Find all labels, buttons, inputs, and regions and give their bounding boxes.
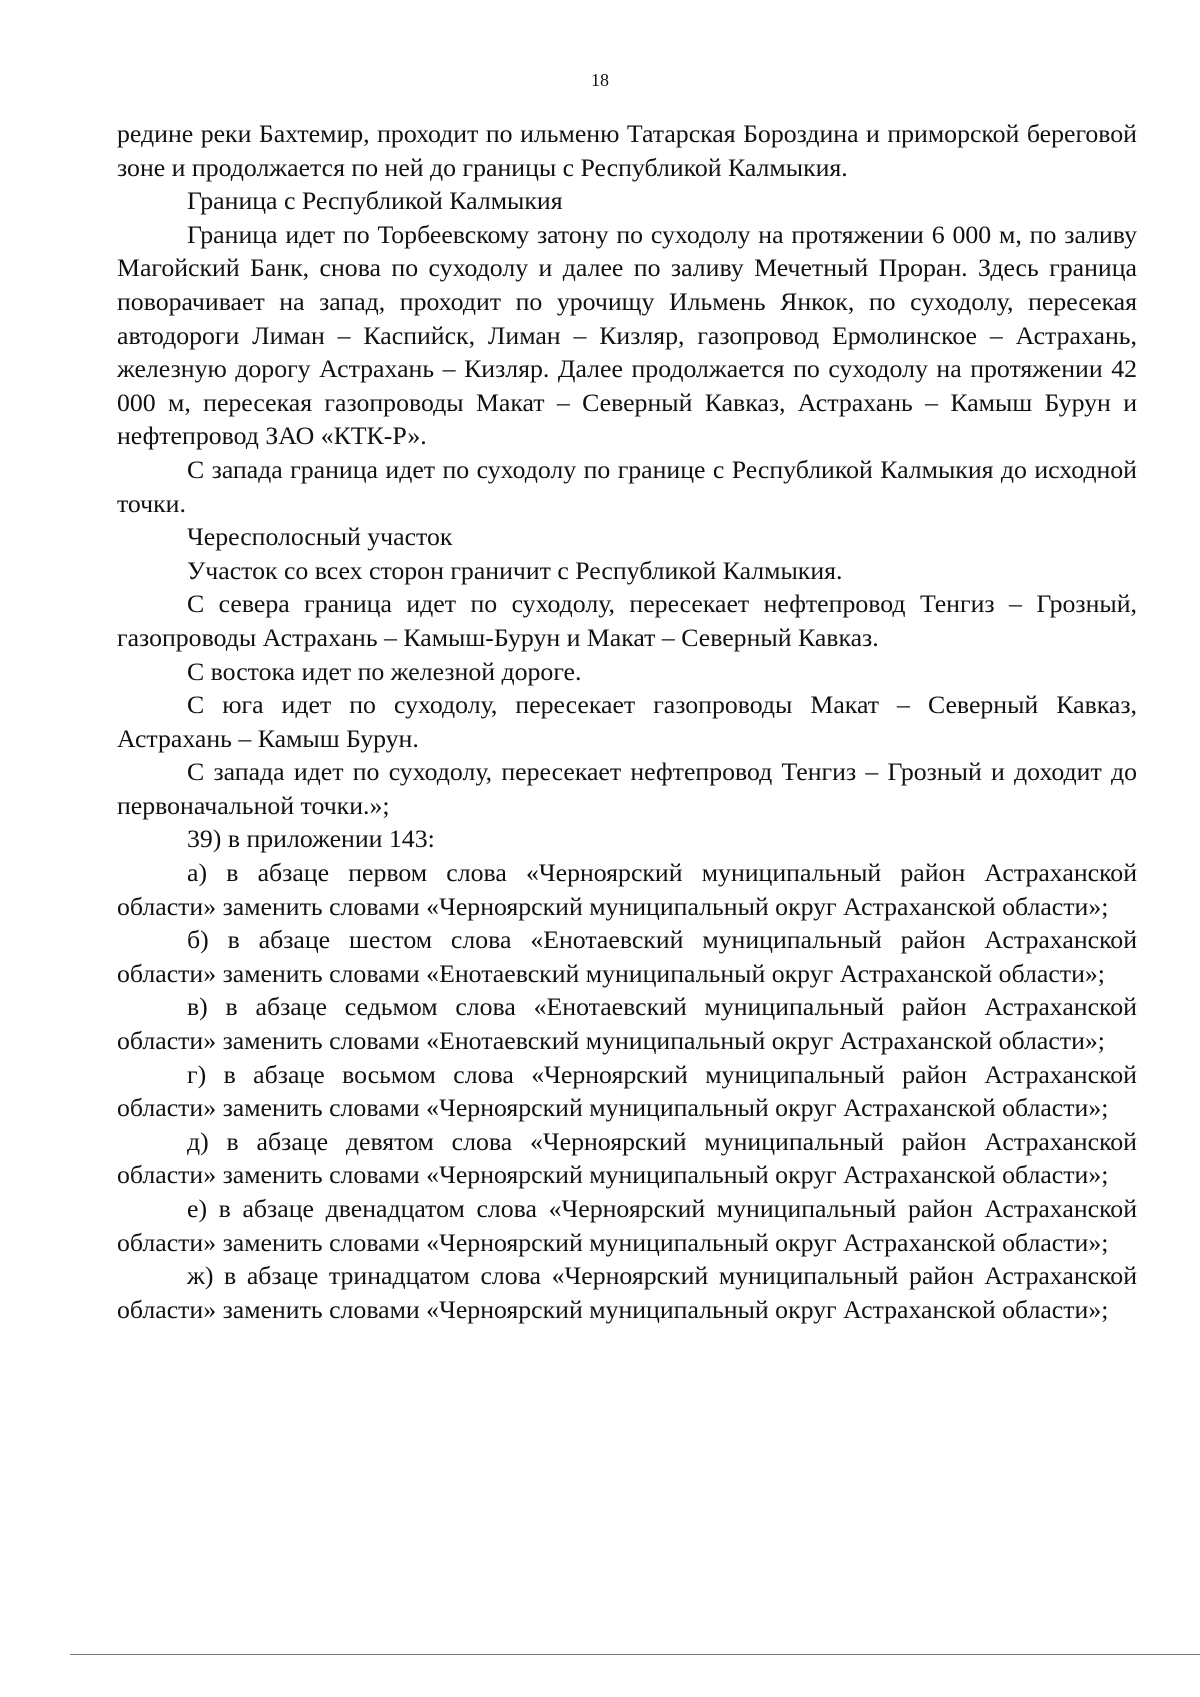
paragraph-east-border: С востока идет по железной дороге. [187, 656, 582, 686]
paragraph-plot-surroundings: Участок со всех сторон граничит с Республикой Калмыкия. [187, 555, 843, 585]
paragraph-border-description: Граница идет по Торбеевскому затону по суходолу на протяжении 6 000 м, по заливу Магойский Банк, снова по суходолу и далее по заливу Мечетный Проран. Здесь граница поворачивает на запад, проходит по урочищу Ильмень Янкок, по суходолу, пересекая автодороги Лиман – Каспийск, Лиман – Кизляр, газопровод Ермолинское – Астрахань, железную дорогу Астрахань – Кизляр. Далее продолжается по суходолу на протяжении 42 000 м, пересекая газопроводы Макат – Северный Кавказ, Астрахань – Камыш Бурун и нефтепровод ЗАО «КТК-Р». [117, 219, 1137, 451]
subitem-d: д) в абзаце девятом слова «Черноярский муниципальный район Астраханской области» заменить словами «Черноярский муниципальный округ Астраханской области»; [117, 1126, 1137, 1190]
document-body [117, 117, 1137, 1326]
paragraph-west-border: С запада граница идет по суходолу по границе с Республикой Калмыкия до исходной точки. [117, 454, 1137, 518]
heading-kalmykia-border: Граница с Республикой Калмыкия [187, 186, 563, 216]
paragraph-west-plot-border: С запада идет по суходолу, пересекает нефтепровод Тенгиз – Грозный и доходит до первоначальной точки.»; [117, 757, 1137, 820]
subitem-e: е) в абзаце двенадцатом слова «Черноярский муниципальный район Астраханской области» заменить словами «Черноярский муниципальный округ Астраханской области»; [117, 1194, 1137, 1257]
heading-exclave-plot: Чересполосный участок [187, 522, 453, 552]
paragraph-continuation: редине реки Бахтемир, проходит по ильменю Татарская Бороздина и приморской береговой зоне и продолжается по ней до границы с Республикой Калмыкия. [117, 119, 1137, 182]
item-appendix-143: 39) в приложении 143: [187, 824, 435, 854]
subitem-a: а) в абзаце первом слова «Черноярский муниципальный район Астраханской области» заменить словами «Черноярский муниципальный округ Астраханской области»; [117, 858, 1137, 921]
subitem-b: б) в абзаце шестом слова «Енотаевский муниципальный район Астраханской области» заменить словами «Енотаевский муниципальный округ Астраханской области»; [117, 925, 1137, 988]
paragraph-south-border: С юга идет по суходолу, пересекает газопроводы Макат – Северный Кавказ, Астрахань – Камыш Бурун. [117, 690, 1137, 753]
bottom-divider [70, 1654, 1200, 1655]
paragraph-north-border: С севера граница идет по суходолу, пересекает нефтепровод Тенгиз – Грозный, газопроводы Астрахань – Камыш-Бурун и Макат – Северный Кавказ. [117, 589, 1137, 652]
subitem-v: в) в абзаце седьмом слова «Енотаевский муниципальный район Астраханской области» заменить словами «Енотаевский муниципальный округ Астраханской области»; [117, 992, 1137, 1056]
subitem-zh: ж) в абзаце тринадцатом слова «Черноярский муниципальный район Астраханской области» заменить словами «Черноярский муниципальный округ Астраханской области»; [117, 1261, 1137, 1324]
page-number: 18 [591, 70, 609, 90]
subitem-g: г) в абзаце восьмом слова «Черноярский муниципальный район Астраханской области» заменить словами «Черноярский муниципальный округ Астраханской области»; [117, 1059, 1137, 1123]
